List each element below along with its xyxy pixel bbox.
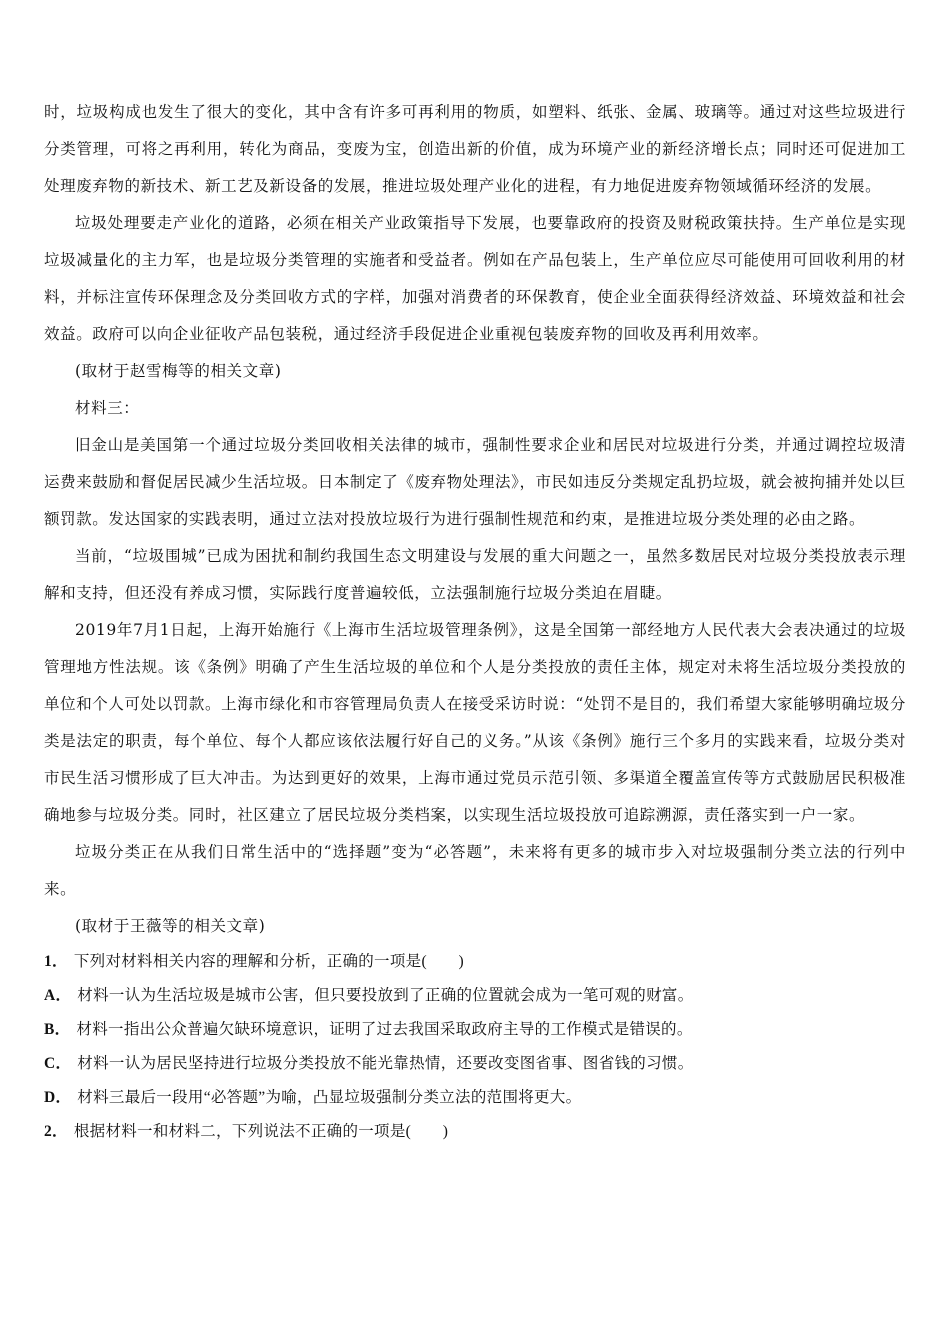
option-text: 材料一认为居民坚持进行垃圾分类投放不能光靠热情，还要改变图省事、图省钱的习惯。 [77,1055,694,1072]
option-b [44,1013,906,1047]
question-number: 1． [44,953,68,970]
question-1 [44,945,906,1115]
question-number: 2． [44,1123,68,1140]
option-letter: B． [44,1021,71,1038]
material-three-label: 材料三： [75,399,140,417]
passage-paragraph-5: 2019年7月1日起，上海开始施行《上海市生活垃圾管理条例》，这是全国第一部经地方人民代表大会表决通过的垃圾管理地方性法规。该《条例》明确了产生生活垃圾的单位和个人是分类投放的责任主体，规定对未将生活垃圾分类投放的单位和个人可处以罚款。上海市绿化和市容管理局负责人在接受采访时说：“处罚不是目的，我们希望大家能够明确垃圾分类是法定的职责，每个单位、每个人都应该依法履行好自己的义务。”从该《条例》施行三个多月的实践来看，垃圾分类对市民生活习惯形成了巨大冲击。为达到更好的效果，上海市通过党员示范引领、多渠道全覆盖宣传等方式鼓励居民积极准确地参与垃圾分类。同时，社区建立了居民垃圾分类档案，以实现生活垃圾投放可追踪溯源，责任落实到一户一家。 [44,621,906,824]
option-text: 材料一指出公众普遍欠缺环境意识，证明了过去我国采取政府主导的工作模式是错误的。 [76,1021,693,1038]
citation-2: (取材于王薇等的相关文章) [75,917,266,935]
option-d [44,1081,906,1115]
option-c [44,1047,906,1081]
question-2 [44,1115,906,1149]
question-stem [44,945,906,979]
option-letter: A． [44,987,72,1004]
passage-paragraph-6: 垃圾分类正在从我们日常生活中的“选择题”变为“必答题”，未来将有更多的城市步入对垃圾强制分类立法的行列中来。 [44,843,906,898]
passage-paragraph-1: 时，垃圾构成也发生了很大的变化，其中含有许多可再利用的物质，如塑料、纸张、金属、玻璃等。通过对这些垃圾进行分类管理，可将之再利用，转化为商品，变废为宝，创造出新的价值，成为环境产业的新经济增长点；同时还可促进加工处理废弃物的新技术、新工艺及新设备的发展，推进垃圾处理产业化的进程，有力地促进废弃物领域循环经济的发展。 [44,103,906,195]
option-text: 材料三最后一段用“必答题”为喻，凸显垃圾强制分类立法的范围将更大。 [77,1089,582,1106]
passage-paragraph-2: 垃圾处理要走产业化的道路，必须在相关产业政策指导下发展，也要靠政府的投资及财税政策扶持。生产单位是实现垃圾减量化的主力军，也是垃圾分类管理的实施者和受益者。例如在产品包装上，生产单位应尽可能使用可回收利用的材料，并标注宣传环保理念及分类回收方式的字样，加强对消费者的环保教育，使企业全面获得经济效益、环境效益和社会效益。政府可以向企业征收产品包装税，通过经济手段促进企业重视包装废弃物的回收及再利用效率。 [44,214,906,343]
passage-paragraph-4: 当前，“垃圾围城”已成为困扰和制约我国生态文明建设与发展的重大问题之一，虽然多数居民对垃圾分类投放表示理解和支持，但还没有养成习惯，实际践行度普遍较低，立法强制施行垃圾分类迫在眉睫。 [44,547,906,602]
citation-1: (取材于赵雪梅等的相关文章) [75,362,282,380]
option-a [44,979,906,1013]
question-text: 根据材料一和材料二，下列说法不正确的一项是( ) [73,1123,449,1140]
option-text: 材料一认为生活垃圾是城市公害，但只要投放到了正确的位置就会成为一笔可观的财富。 [77,987,694,1004]
question-text: 下列对材料相关内容的理解和分析，正确的一项是( ) [73,953,464,970]
option-letter: C． [44,1055,72,1072]
option-letter: D． [44,1089,72,1106]
question-stem [44,1115,906,1149]
passage-paragraph-3: 旧金山是美国第一个通过垃圾分类回收相关法律的城市，强制性要求企业和居民对垃圾进行分类，并通过调控垃圾清运费来鼓励和督促居民减少生活垃圾。日本制定了《废弃物处理法》，市民如违反分类规定乱扔垃圾，就会被拘捕并处以巨额罚款。发达国家的实践表明，通过立法对投放垃圾行为进行强制性规范和约束，是推进垃圾分类处理的必由之路。 [44,436,906,528]
